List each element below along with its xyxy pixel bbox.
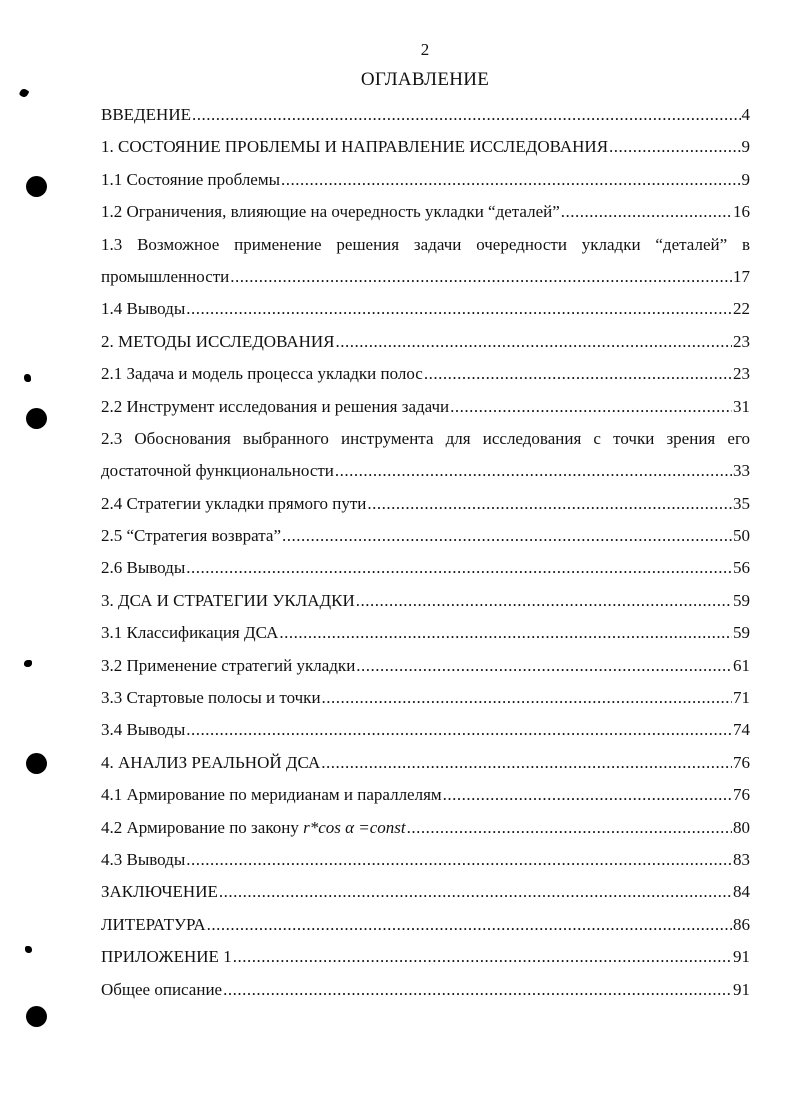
binder-hole (26, 176, 47, 197)
toc-entry[interactable] (101, 99, 750, 131)
toc-entry-page: 86 (733, 914, 750, 934)
toc-entry-page: 80 (733, 817, 750, 837)
dot-leader (233, 941, 732, 973)
toc-entry-page: 35 (733, 493, 750, 513)
toc-entry-title: 1.1 Состояние проблемы (101, 169, 281, 189)
toc-entry[interactable] (101, 941, 750, 973)
toc-entry-page: 16 (733, 202, 750, 222)
toc-entry-page: 9 (741, 137, 750, 157)
binder-hole (26, 1006, 47, 1027)
toc-entry-page: 83 (733, 849, 750, 869)
toc-entry[interactable] (101, 326, 750, 358)
toc-entry-page: 17 (733, 266, 750, 286)
toc-entry-title: ЛИТЕРАТУРА (101, 914, 206, 934)
dot-leader (450, 391, 732, 423)
toc-entry[interactable] (101, 844, 750, 876)
dot-leader (443, 779, 732, 811)
dot-leader (192, 99, 741, 131)
toc-entry-page: 22 (733, 299, 750, 319)
toc-entry[interactable] (101, 779, 750, 811)
toc-entry-line1[interactable] (101, 423, 750, 455)
toc-entry-page: 91 (733, 947, 750, 967)
toc-entry-page: 76 (733, 785, 750, 805)
toc-entry-page: 91 (733, 979, 750, 999)
toc-entry-page: 9 (741, 169, 750, 189)
toc-entry[interactable] (101, 552, 750, 584)
toc-entry-title: 4.3 Выводы (101, 849, 186, 869)
dot-leader (424, 358, 732, 390)
dot-leader (186, 714, 732, 746)
toc-entry[interactable] (101, 974, 750, 1006)
toc-entry-title: 4. АНАЛИЗ РЕАЛЬНОЙ ДСА (101, 752, 321, 772)
toc-entry[interactable] (101, 812, 750, 844)
scan-speck (24, 374, 31, 382)
toc-entry-page: 84 (733, 882, 750, 902)
toc-entry[interactable] (101, 909, 750, 941)
toc-entry-page: 31 (733, 396, 750, 416)
toc-entry-title: 3.3 Стартовые полосы и точки (101, 688, 321, 708)
toc-entry[interactable] (101, 261, 750, 293)
dot-leader (219, 876, 732, 908)
toc-entry-title: Общее описание (101, 979, 223, 999)
toc-entry-title: 2. МЕТОДЫ ИССЛЕДОВАНИЯ (101, 331, 335, 351)
toc-entry-title: 2.2 Инструмент исследования и решения задачи (101, 396, 450, 416)
toc-entry[interactable] (101, 520, 750, 552)
toc-entry-title: 2.5 “Стратегия возврата” (101, 526, 282, 546)
toc-entry-title: достаточной функциональности (101, 461, 334, 481)
toc-entry[interactable] (101, 876, 750, 908)
toc-entry[interactable] (101, 585, 750, 617)
toc-entry-title: 1.3 Возможное применение решения задачи очередности укладки “деталей” в (101, 234, 750, 254)
toc-entry-page: 50 (733, 526, 750, 546)
dot-leader (356, 650, 732, 682)
toc-entry-page: 76 (733, 752, 750, 772)
toc-entry-title: 2.3 Обоснования выбранного инструмента для исследования с точки зрения его (101, 428, 750, 448)
toc-entry-title: 2.4 Стратегии укладки прямого пути (101, 493, 367, 513)
toc-entry-title (101, 812, 406, 844)
toc-entry-page: 71 (733, 688, 750, 708)
toc-entry-title-prefix: 4.2 Армирование по закону (101, 817, 304, 837)
toc-entry-page: 59 (733, 623, 750, 643)
toc-entry-title: 2.6 Выводы (101, 558, 186, 578)
dot-leader (609, 131, 740, 163)
toc-entry-page: 56 (733, 558, 750, 578)
toc-entry[interactable] (101, 455, 750, 487)
toc-entry-title: 3.1 Классификация ДСА (101, 623, 279, 643)
scan-speck (24, 660, 32, 667)
dot-leader (322, 682, 732, 714)
toc-entry-title: ПРИЛОЖЕНИЕ 1 (101, 947, 232, 967)
dot-leader (186, 552, 732, 584)
dot-leader (207, 909, 732, 941)
dot-leader (336, 326, 732, 358)
dot-leader (282, 520, 732, 552)
dot-leader (561, 196, 732, 228)
toc-entry[interactable] (101, 650, 750, 682)
scan-speck (25, 946, 32, 953)
toc-entry[interactable] (101, 358, 750, 390)
toc-entry[interactable] (101, 131, 750, 163)
toc-title: ОГЛАВЛЕНИЕ (360, 69, 490, 90)
toc-entry-page: 61 (733, 655, 750, 675)
toc-entry-title: 3.2 Применение стратегий укладки (101, 655, 356, 675)
dot-leader (279, 617, 732, 649)
toc-entry-page: 4 (741, 105, 750, 124)
toc-entry-title: 1. СОСТОЯНИЕ ПРОБЛЕМЫ И НАПРАВЛЕНИЕ ИССЛЕДОВАНИЯ (101, 137, 609, 157)
toc-entry[interactable] (101, 293, 750, 325)
dot-leader (335, 455, 732, 487)
dot-leader (367, 488, 732, 520)
toc-entry[interactable] (101, 488, 750, 520)
toc-entry-title: ЗАКЛЮЧЕНИЕ (101, 882, 218, 902)
page-number: 2 (420, 40, 430, 59)
binder-hole (26, 408, 47, 429)
toc-entry-title: промышленности (101, 266, 230, 286)
toc-entry[interactable] (101, 196, 750, 228)
toc-entry-page: 23 (733, 364, 750, 384)
dot-leader (223, 974, 732, 1006)
dot-leader (230, 261, 732, 293)
toc-entry[interactable] (101, 682, 750, 714)
toc-entry-title: 4.1 Армирование по меридианам и параллелям (101, 785, 442, 805)
binder-hole (26, 753, 47, 774)
toc-entry-page: 74 (733, 720, 750, 740)
toc-entry-title: 2.1 Задача и модель процесса укладки полос (101, 364, 423, 384)
toc-entry-line1[interactable] (101, 229, 750, 261)
toc-entry[interactable] (101, 714, 750, 746)
toc-entry-title: ВВЕДЕНИЕ (101, 105, 191, 124)
toc-entry-page: 23 (733, 331, 750, 351)
toc-entry[interactable] (101, 164, 750, 196)
toc-entry[interactable] (101, 617, 750, 649)
dot-leader (186, 844, 732, 876)
toc-entry-page: 33 (733, 461, 750, 481)
dot-leader (321, 747, 732, 779)
dot-leader (281, 164, 740, 196)
dot-leader (356, 585, 732, 617)
toc-entry-title: 3. ДСА И СТРАТЕГИИ УКЛАДКИ (101, 590, 355, 610)
dot-leader (407, 812, 732, 844)
dot-leader (186, 293, 732, 325)
toc-entry-title: 3.4 Выводы (101, 720, 186, 740)
toc-entry-title: 1.2 Ограничения, влияющие на очередность укладки “деталей” (101, 202, 560, 222)
formula: r*cos α =const (303, 817, 406, 837)
toc-entry[interactable] (101, 747, 750, 779)
table-of-contents (101, 99, 750, 1006)
toc-entry[interactable] (101, 391, 750, 423)
toc-entry-title: 1.4 Выводы (101, 299, 186, 319)
toc-entry-page: 59 (733, 590, 750, 610)
